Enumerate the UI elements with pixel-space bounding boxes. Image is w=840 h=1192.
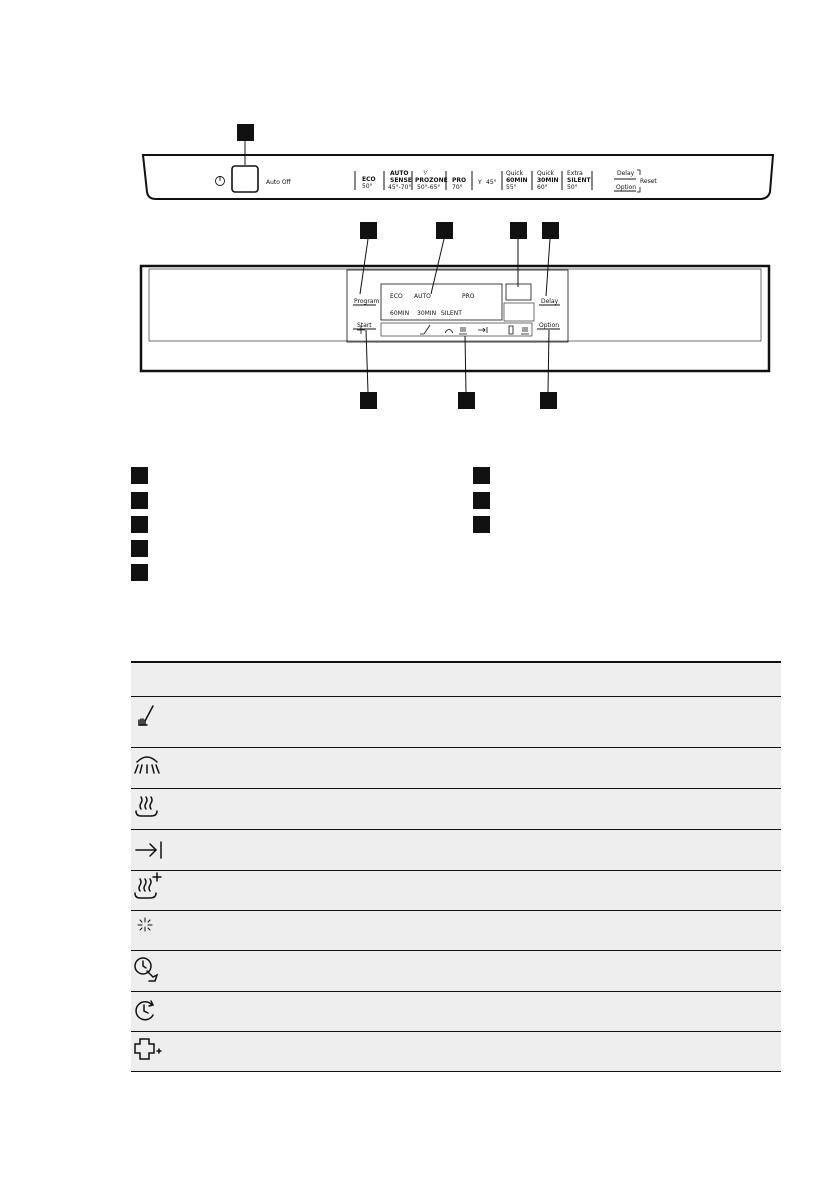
table-row (131, 1032, 781, 1071)
drying-heat-icon (459, 327, 467, 334)
program-pro-temp: 70° (452, 184, 463, 191)
program-quick60-prefix: Quick (506, 170, 523, 177)
bottom-control-strip (347, 270, 568, 342)
callout-marker-1 (237, 124, 254, 141)
auto-off-label: Auto Off (266, 179, 291, 186)
reset-bracket (637, 187, 640, 192)
table-row (131, 871, 781, 910)
program-prozone-temp: 50°-65° (417, 184, 441, 191)
display-silent: SILENT (441, 310, 462, 317)
delay-button[interactable]: Delay (541, 298, 559, 305)
program-quick30-prefix: Quick (537, 170, 554, 177)
legend-marker-2 (131, 492, 148, 509)
top-delay-option (614, 170, 657, 192)
legend-marker-7 (473, 492, 490, 509)
program-button[interactable]: Program (354, 298, 380, 305)
program-auto-temp: 45°-70° (388, 184, 412, 191)
program-extra-name: SILENT (567, 177, 591, 184)
display-60min: 60MIN (390, 310, 410, 317)
onoff-button[interactable] (232, 166, 258, 192)
callout-marker-7 (458, 392, 475, 409)
display-30min: 30MIN (417, 310, 437, 317)
program-auto-name2: SENSE (390, 177, 412, 184)
callout-line-6 (366, 330, 368, 392)
start-button[interactable]: Start (357, 322, 372, 329)
table-row (131, 951, 781, 991)
table-row (131, 830, 781, 870)
reset-label: Reset (640, 178, 657, 185)
callout-line-5 (546, 239, 550, 296)
spray-arms-icon (445, 330, 453, 334)
display-pro: PRO (462, 293, 475, 300)
legend-marker-1 (131, 467, 148, 484)
prozone-icon: ⅟ (423, 170, 427, 177)
table-row (131, 748, 781, 788)
top-delay-label[interactable]: Delay (617, 170, 635, 177)
onoff-group (216, 166, 292, 192)
puzzle-option-icon (509, 326, 513, 334)
table-row (131, 992, 781, 1031)
top-option-label[interactable]: Option (616, 184, 637, 191)
callout-marker-5 (542, 222, 559, 239)
legend-marker-8 (473, 516, 490, 533)
display-eco: ECO (390, 293, 403, 300)
table-row (131, 789, 781, 829)
table-row (131, 697, 781, 747)
extra-drying-icon (521, 327, 529, 334)
callout-line-8 (548, 330, 549, 392)
callout-marker-3 (436, 222, 453, 239)
legend-marker-4 (131, 540, 148, 557)
program-eco-name: ECO (362, 176, 376, 183)
program-glass-temp: 45° (486, 179, 497, 186)
indicator-icons (357, 325, 529, 334)
display-auto: AUTO (414, 293, 431, 300)
program-auto-name: AUTO (390, 170, 409, 177)
callout-marker-6 (360, 392, 377, 409)
program-quick30-name: 30MIN (537, 177, 559, 184)
callout-marker-2 (360, 222, 377, 239)
icon-cluster-box (504, 303, 534, 321)
brush-icon (420, 325, 430, 334)
option-button[interactable]: Option (539, 322, 560, 329)
legend-marker-6 (473, 467, 490, 484)
callout-marker-4 (510, 222, 527, 239)
program-quick60-temp: 55° (506, 184, 517, 191)
callout-line-7 (465, 336, 466, 392)
program-quick60-name: 60MIN (506, 177, 528, 184)
top-program-list (355, 170, 592, 191)
legend-marker-5 (131, 564, 148, 581)
program-prozone-name: PROZONE (415, 177, 448, 184)
reset-bracket (637, 170, 640, 175)
callout-marker-8 (540, 392, 557, 409)
program-eco-temp: 50° (362, 183, 373, 190)
table-row (131, 911, 781, 950)
legend-marker-3 (131, 516, 148, 533)
program-extra-temp: 50° (567, 184, 578, 191)
bottom-panel-outline (141, 266, 769, 371)
symbol-table-rows (131, 661, 781, 1072)
program-quick30-temp: 60° (537, 184, 548, 191)
bottom-panel-inner (149, 269, 761, 341)
program-extra-prefix: Extra (567, 170, 583, 177)
symbol-table (131, 661, 781, 1072)
glass-icon: Y (478, 179, 482, 186)
end-arrow-icon (478, 327, 487, 333)
program-pro-name: PRO (452, 177, 467, 184)
